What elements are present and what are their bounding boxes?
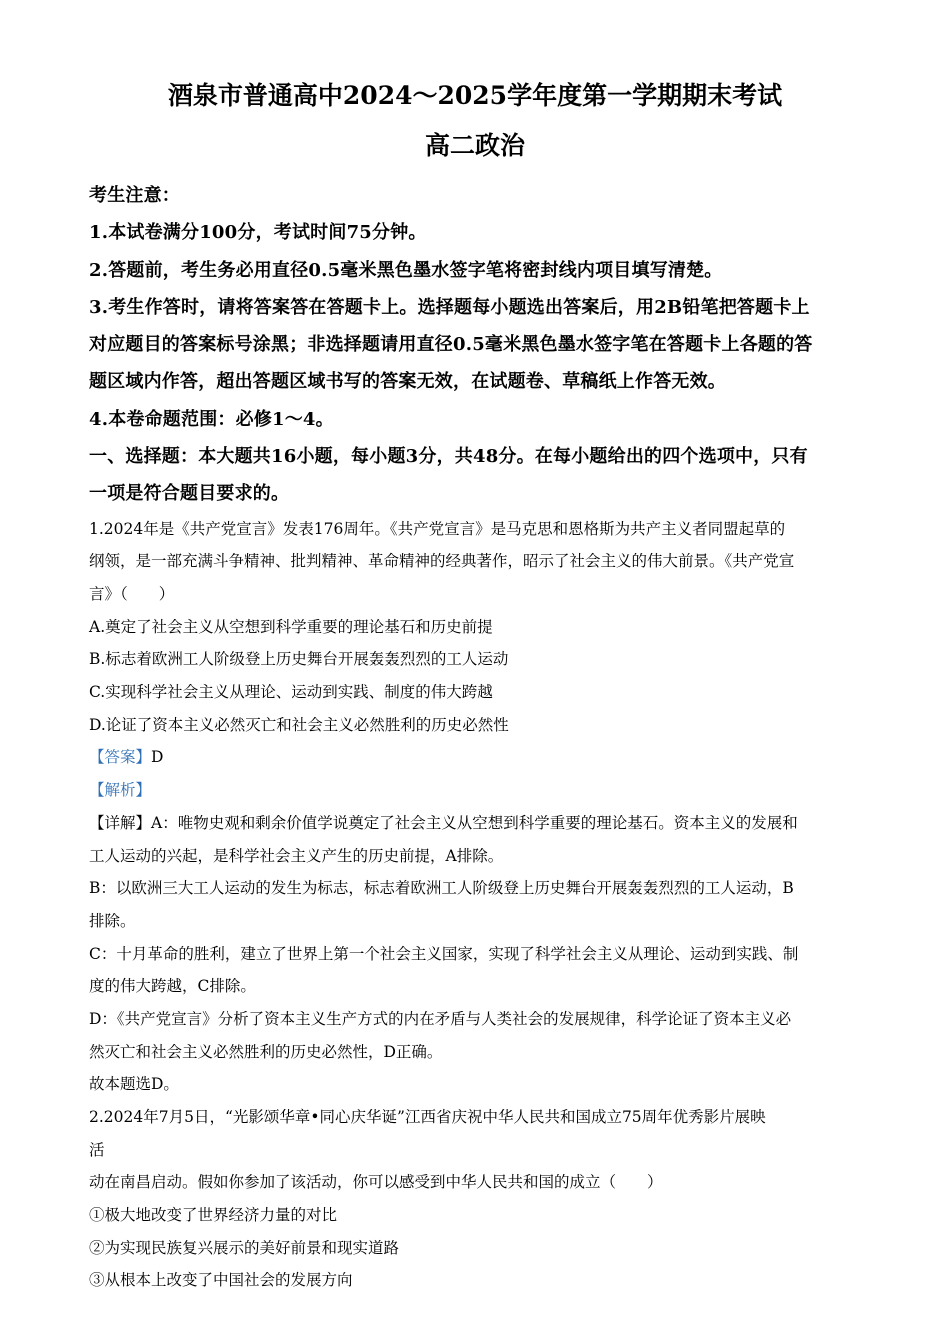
detail-line: [89, 807, 864, 840]
notice-line: 2.答题前，考生务必用直径0.5毫米黑色墨水签字笔将密封线内项目填写清楚。: [89, 259, 723, 281]
detail-text: A：唯物史观和剩余价值学说奠定了社会主义从空想到科学重要的理论基石。资本主义的发展和: [151, 813, 798, 832]
analysis-label: 【解析】: [89, 781, 152, 800]
section-heading-line: 一、选择题：本大题共16小题，每小题3分，共48分。在每小题给出的四个选项中，只有: [89, 446, 808, 468]
question-stem-line: 2.2024年7月5日，“光影颂华章•同心庆华诞”江西省庆祝中华人民共和国成立75周年优秀影片展映: [89, 1108, 766, 1127]
section-heading-line: 一项是符合题目要求的。: [89, 483, 290, 505]
question-1: [89, 513, 864, 1101]
exam-title: 酒泉市普通高中2024～2025学年度第一学期期末考试: [167, 81, 783, 110]
detail-line: B：以欧洲三大工人运动的发生为标志，标志着欧洲工人阶级登上历史舞台开展轰轰烈烈的工人运动，B: [89, 879, 794, 898]
question-2: [89, 1101, 864, 1297]
notice-line: 1.本试卷满分100分，考试时间75分钟。: [89, 222, 427, 244]
answer-label: 【答案】: [89, 748, 152, 767]
section-heading: [89, 438, 864, 513]
statement-item: ①极大地改变了世界经济力量的对比: [89, 1206, 338, 1225]
conclusion-line: 故本题选D。: [89, 1075, 179, 1094]
detail-line: 排除。: [89, 911, 136, 930]
notice-line: 3.考生作答时，请将答案答在答题卡上。选择题每小题选出答案后，用2B铅笔把答题卡上: [89, 296, 810, 318]
option-b: B.标志着欧洲工人阶级登上历史舞台开展轰轰烈烈的工人运动: [89, 650, 509, 669]
question-stem-line: 纲领，是一部充满斗争精神、批判精神、革命精神的经典著作，昭示了社会主义的伟大前景。《共产党宣: [89, 552, 795, 571]
detail-line: 度的伟大跨越，C排除。: [89, 977, 256, 996]
question-stem-line: 1.2024年是《共产党宣言》发表176周年。《共产党宣言》是马克思和恩格斯为共产主义者同盟起草的: [89, 519, 786, 538]
question-stem-line: 活: [89, 1140, 105, 1159]
question-stem-line: 动在南昌启动。假如你参加了该活动，你可以感受到中华人民共和国的成立（ ）: [89, 1173, 663, 1192]
notice-section: [89, 177, 864, 438]
option-a: A.奠定了社会主义从空想到科学重要的理论基石和历史前提: [89, 617, 493, 636]
detail-line: C：十月革命的胜利，建立了世界上第一个社会主义国家，实现了科学社会主义从理论、运动到实践、制: [89, 944, 799, 963]
detail-line: 工人运动的兴起，是科学社会主义产生的历史前提，A排除。: [89, 846, 504, 865]
notice-line: 对应题目的答案标号涂黑；非选择题请用直径0.5毫米黑色墨水签字笔在答题卡上各题的答: [89, 334, 813, 356]
answer-line: [89, 741, 864, 774]
option-c: C.实现科学社会主义从理论、运动到实践、制度的伟大跨越: [89, 683, 493, 702]
statement-item: ②为实现民族复兴展示的美好前景和现实道路: [89, 1238, 400, 1257]
detail-line: D：《共产党宣言》分析了资本主义生产方式的内在矛盾与人类社会的发展规律，科学论证了资本主义必: [89, 1009, 792, 1028]
notice-line: 4.本卷命题范围：必修1～4。: [89, 408, 334, 430]
answer-value: D: [151, 748, 164, 767]
exam-subject: 高二政治: [424, 131, 525, 160]
notice-heading: 考生注意：: [89, 185, 180, 206]
exam-body: [89, 177, 864, 1297]
detail-label: 【详解】: [89, 813, 152, 832]
detail-line: 然灭亡和社会主义必然胜利的历史必然性，D正确。: [89, 1042, 443, 1061]
notice-line: 题区域内作答，超出答题区域书写的答案无效，在试题卷、草稿纸上作答无效。: [89, 371, 726, 393]
option-d: D.论证了资本主义必然灭亡和社会主义必然胜利的历史必然性: [89, 715, 509, 734]
statement-item: ③从根本上改变了中国社会的发展方向: [89, 1271, 353, 1290]
question-stem-line: 言》（ ）: [89, 585, 175, 604]
